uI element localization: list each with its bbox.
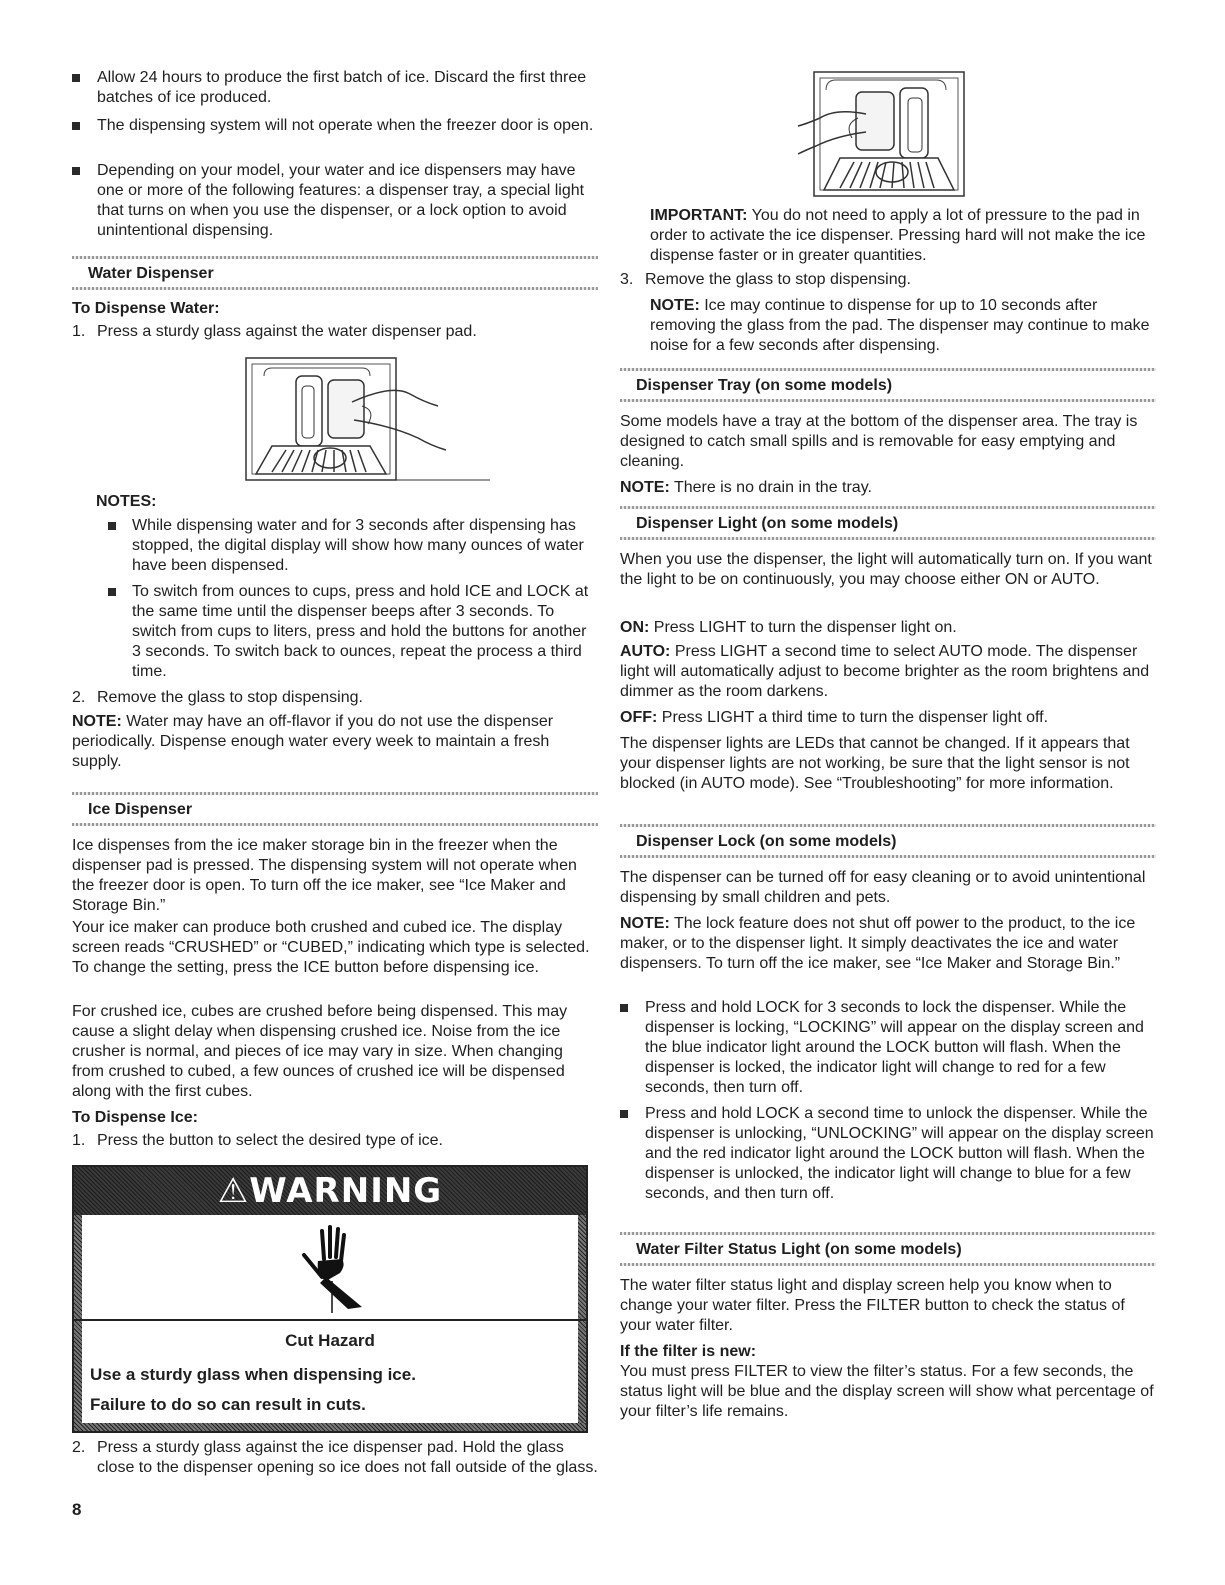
cut-hazard-icon [296,1221,376,1315]
warning-line: Failure to do so can result in cuts. [90,1395,366,1414]
section-heading-water-filter: Water Filter Status Light (on some models) [620,1232,1156,1266]
lock-paragraph: The dispenser can be turned off for easy cleaning or to avoid unintentional dispensing by small children and pets. [620,869,1146,906]
warning-line: Use a sturdy glass when dispensing ice. [90,1365,416,1384]
square-bullet-icon [72,122,80,130]
section-heading-dispenser-lock: Dispenser Lock (on some models) [620,824,1156,858]
square-bullet-icon [620,1110,628,1118]
light-on: ON: Press LIGHT to turn the dispenser light on. [620,619,957,636]
warning-header [74,1167,586,1215]
notes-label: NOTES: [96,493,157,510]
warning-box [72,1165,588,1433]
section-heading-dispenser-light: Dispenser Light (on some models) [620,506,1156,540]
square-bullet-icon [72,167,80,175]
filter-paragraph: The water filter status light and display screen help you know when to change your water filter. Press the FILTER button to check the status of your water filter. [620,1277,1125,1334]
ice-paragraph: For crushed ice, cubes are crushed before being dispensed. This may cause a slight delay when dispensing crushed ice. Noise from the ice crusher is normal, and pieces of ice may vary in size. When changing from crushed to cubed, a few ounces of crushed ice will be dispensed along with the first cubes. [72,1003,568,1100]
section-heading-dispenser-tray: Dispenser Tray (on some models) [620,368,1156,402]
ice-dispenser-illustration [796,68,966,200]
subheading-dispense-water: To Dispense Water: [72,300,220,317]
light-auto: AUTO: Press LIGHT a second time to select AUTO mode. The dispenser light will automatically adjust to become brighter as the room brightens and dimmer as the room darkens. [620,643,1150,700]
subheading-dispense-ice: To Dispense Ice: [72,1109,198,1126]
light-paragraph: The dispenser lights are LEDs that cannot be changed. If it appears that your dispenser lights are not working, be sure that the light sensor is not blocked (in AUTO mode). See “Troubleshooting” for more information. [620,735,1130,792]
water-dispenser-illustration [242,354,492,486]
page-number: 8 [72,1500,82,1519]
warning-title: ⚠WARNING [217,1171,443,1211]
square-bullet-icon [108,522,116,530]
square-bullet-icon [72,74,80,82]
light-off: OFF: Press LIGHT a third time to turn the dispenser light off. [620,709,1049,726]
light-paragraph: When you use the dispenser, the light will automatically turn on. If you want the light to be on continuously, you may choose either ON or AUTO. [620,551,1152,588]
section-heading-ice-dispenser: Ice Dispenser [72,792,598,826]
important-note: IMPORTANT: You do not need to apply a lot of pressure to the pad in order to activate the ice dispenser. Pressing hard will not make the ice dispense faster or in greater quantities. [650,207,1146,264]
filter-paragraph: You must press FILTER to view the filter’s status. For a few seconds, the status light will be blue and the display screen will show what percentage of your filter’s life remains. [620,1363,1154,1420]
ice-paragraph: Your ice maker can produce both crushed and cubed ice. The display screen reads “CRUSHED” or “CUBED,” indicating which type is selected. To change the setting, press the ICE button before dispensing ice. [72,919,590,976]
square-bullet-icon [108,588,116,596]
filter-subheading: If the filter is new: [620,1343,757,1360]
ice-paragraph: Ice dispenses from the ice maker storage bin in the freezer when the dispenser pad is pressed. The dispensing system will not operate when the freezer door is open. To turn off the ice maker, see “Ice Maker and Storage Bin.” [72,837,577,914]
lock-note: NOTE: The lock feature does not shut off power to the product, to the ice maker, or to the dispenser light. It simply deactivates the ice and water dispensers. To turn off the ice maker, see “Ice Maker and Storage Bin.” [620,915,1136,972]
warning-hazard-title: Cut Hazard [285,1331,375,1350]
section-heading-water-dispenser: Water Dispenser [72,256,598,290]
tray-note: NOTE: There is no drain in the tray. [620,479,872,496]
water-note: NOTE: Water may have an off-flavor if you do not use the dispenser periodically. Dispense enough water every week to maintain a fresh supply. [72,713,554,770]
tray-paragraph: Some models have a tray at the bottom of the dispenser area. The tray is designed to catch small spills and is removable for easy emptying and cleaning. [620,413,1138,470]
square-bullet-icon [620,1004,628,1012]
step3-note: NOTE: Ice may continue to dispense for up to 10 seconds after removing the glass from the pad. The dispenser may continue to make noise for a few seconds after dispensing. [650,297,1150,354]
